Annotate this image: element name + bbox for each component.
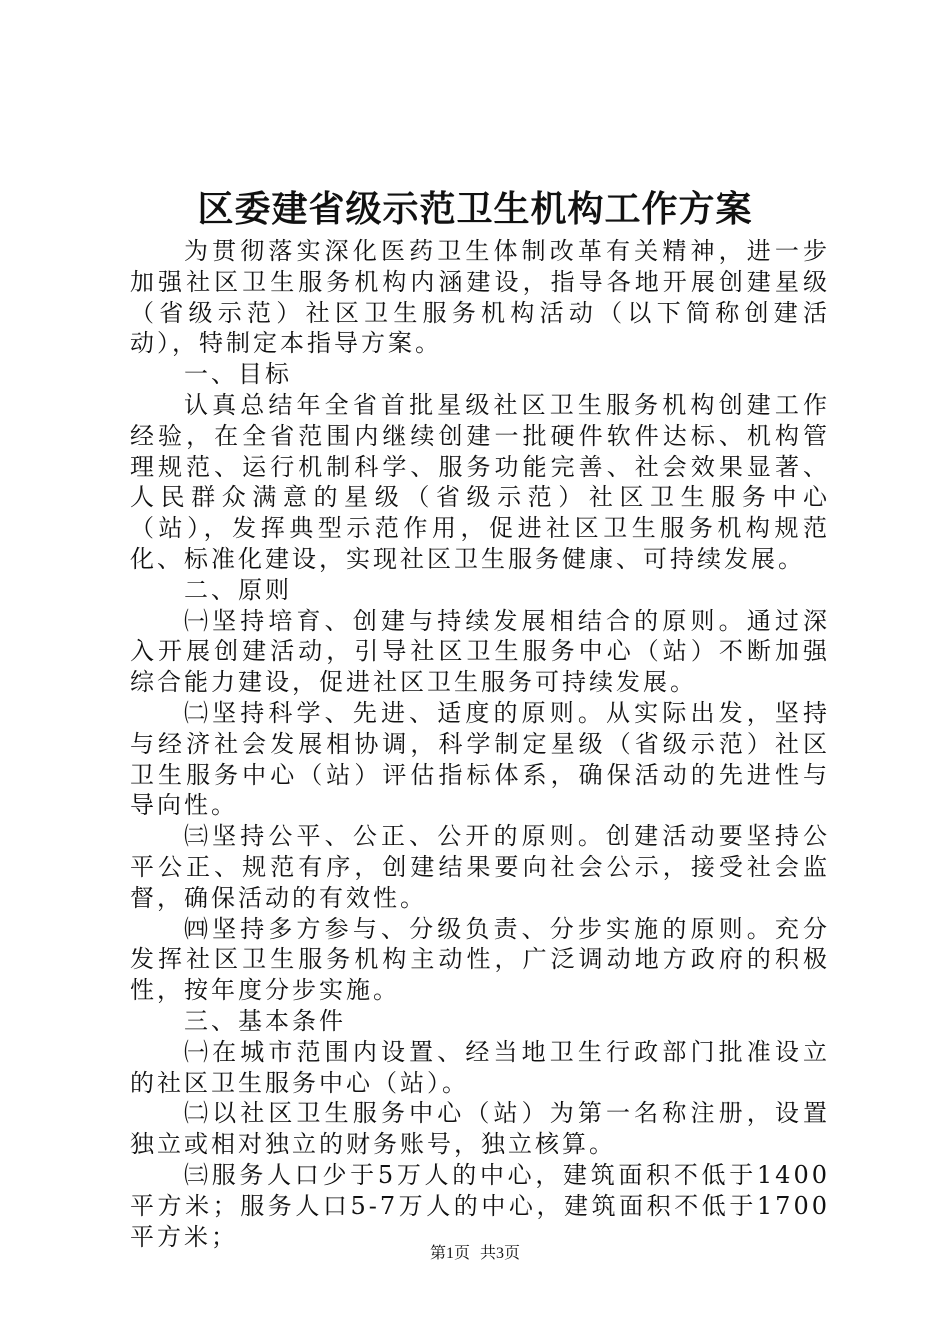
paragraph-goal: 认真总结年全省首批星级社区卫生服务机构创建工作经验，在全省范围内继续创建一批硬件软件达标、机构管理规范、运行机制科学、服务功能完善、社会效果显著、人民群众满意的星级（省级示范）社区卫生服务中心（站），发挥典型示范作用，促进社区卫生服务机构规范化、标准化建设，实现社区卫生服务健康、可持续发展。 — [130, 390, 830, 573]
paragraph-principle-4: ㈣坚持多方参与、分级负责、分步实施的原则。充分发挥社区卫生服务机构主动性，广泛调动地方政府的积极性，按年度分步实施。 — [130, 914, 830, 1005]
paragraph-condition-1: ㈠在城市范围内设置、经当地卫生行政部门批准设立的社区卫生服务中心（站）。 — [130, 1037, 830, 1097]
page-footer — [0, 1243, 950, 1265]
document-title: 区委建省级示范卫生机构工作方案 — [197, 188, 753, 230]
paragraph-condition-2: ㈡以社区卫生服务中心（站）为第一名称注册，设置独立或相对独立的财务账号，独立核算。 — [130, 1099, 830, 1159]
paragraph-condition-3: ㈢服务人口少于5万人的中心，建筑面积不低于1400平方米；服务人口5-7万人的中心，建筑面积不低于1700平方米； — [130, 1160, 830, 1251]
paragraph-principle-3: ㈢坚持公平、公正、公开的原则。创建活动要坚持公平公正、规范有序，创建结果要向社会公示，接受社会监督，确保活动的有效性。 — [130, 822, 830, 912]
section-heading-goal: 一、目标 — [184, 360, 292, 389]
page-number: 第1页 — [429, 1245, 470, 1262]
paragraph-principle-2: ㈡坚持科学、先进、适度的原则。从实际出发，坚持与经济社会发展相协调，科学制定星级（省级示范）社区卫生服务中心（站）评估指标体系，确保活动的先进性与导向性。 — [130, 698, 830, 820]
document-body — [130, 236, 830, 1252]
page-total: 共3页 — [480, 1245, 521, 1262]
section-heading-conditions: 三、基本条件 — [184, 1006, 346, 1035]
section-heading-principles: 二、原则 — [184, 575, 292, 604]
paragraph-principle-1: ㈠坚持培育、创建与持续发展相结合的原则。通过深入开展创建活动，引导社区卫生服务中心（站）不断加强综合能力建设，促进社区卫生服务可持续发展。 — [130, 606, 830, 697]
paragraph-intro: 为贯彻落实深化医药卫生体制改革有关精神，进一步加强社区卫生服务机构内涵建设，指导各地开展创建星级（省级示范）社区卫生服务机构活动（以下简称创建活动），特制定本指导方案。 — [130, 237, 830, 358]
